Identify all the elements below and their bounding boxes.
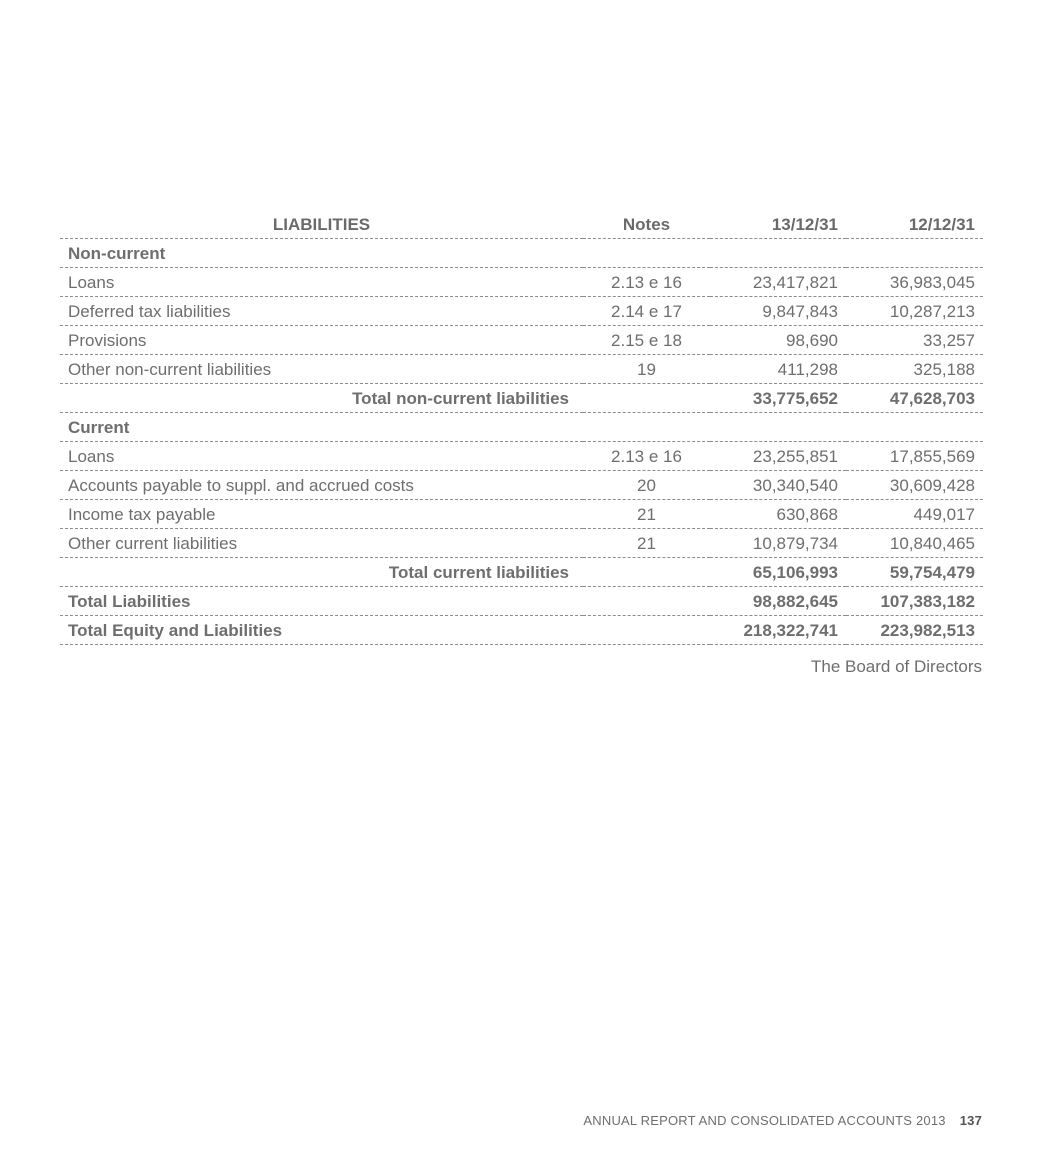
row-notes: 21 (583, 500, 710, 529)
row-label: Income tax payable (60, 500, 583, 529)
row-value-2012: 17,855,569 (846, 442, 983, 471)
header-2012: 12/12/31 (846, 210, 983, 239)
section-current (60, 413, 983, 442)
total-liabilities-row (60, 587, 983, 616)
table-row (60, 268, 983, 297)
page-footer (583, 1113, 982, 1128)
row-value-2013: 65,106,993 (710, 558, 846, 587)
row-value-2013 (710, 413, 846, 442)
table-row (60, 326, 983, 355)
subtotal-current (60, 558, 983, 587)
row-label: Total Liabilities (60, 587, 583, 616)
row-label: Other non-current liabilities (60, 355, 583, 384)
row-value-2013: 10,879,734 (710, 529, 846, 558)
row-notes (583, 239, 710, 268)
row-notes: 2.13 e 16 (583, 268, 710, 297)
row-value-2013 (710, 239, 846, 268)
row-value-2013: 411,298 (710, 355, 846, 384)
row-notes: 2.13 e 16 (583, 442, 710, 471)
row-label: Total current liabilities (60, 558, 583, 587)
row-notes (583, 558, 710, 587)
row-value-2012: 36,983,045 (846, 268, 983, 297)
table-row (60, 297, 983, 326)
header-2013: 13/12/31 (710, 210, 846, 239)
row-label: Other current liabilities (60, 529, 583, 558)
table-row (60, 442, 983, 471)
board-signature: The Board of Directors (810, 657, 982, 676)
table-row (60, 529, 983, 558)
footer-title: ANNUAL REPORT AND CONSOLIDATED ACCOUNTS 2013 (583, 1113, 946, 1128)
row-value-2012 (846, 413, 983, 442)
row-label: Current (60, 413, 583, 442)
row-label: Provisions (60, 326, 583, 355)
row-value-2012: 325,188 (846, 355, 983, 384)
row-notes (583, 616, 710, 645)
row-value-2013: 23,255,851 (710, 442, 846, 471)
table-header-row (60, 210, 983, 239)
row-value-2013: 33,775,652 (710, 384, 846, 413)
row-label: Accounts payable to suppl. and accrued costs (60, 471, 583, 500)
table-row (60, 500, 983, 529)
row-label: Loans (60, 442, 583, 471)
page-number: 137 (959, 1113, 982, 1128)
header-liabilities: LIABILITIES (60, 210, 583, 239)
row-notes (583, 413, 710, 442)
row-value-2013: 98,882,645 (710, 587, 846, 616)
row-value-2013: 23,417,821 (710, 268, 846, 297)
row-label: Total non-current liabilities (60, 384, 583, 413)
row-value-2012: 59,754,479 (846, 558, 983, 587)
subtotal-non-current (60, 384, 983, 413)
row-value-2012: 223,982,513 (846, 616, 983, 645)
row-value-2012: 33,257 (846, 326, 983, 355)
row-notes (583, 384, 710, 413)
row-label: Loans (60, 268, 583, 297)
row-value-2012: 449,017 (846, 500, 983, 529)
row-value-2012: 47,628,703 (846, 384, 983, 413)
row-value-2012: 30,609,428 (846, 471, 983, 500)
section-non-current (60, 239, 983, 268)
table-row (60, 471, 983, 500)
row-notes (583, 587, 710, 616)
header-notes: Notes (583, 210, 710, 239)
row-value-2013: 98,690 (710, 326, 846, 355)
row-value-2012: 10,287,213 (846, 297, 983, 326)
row-label: Deferred tax liabilities (60, 297, 583, 326)
row-notes: 19 (583, 355, 710, 384)
row-notes: 2.15 e 18 (583, 326, 710, 355)
row-notes: 2.14 e 17 (583, 297, 710, 326)
row-value-2012: 10,840,465 (846, 529, 983, 558)
row-notes: 20 (583, 471, 710, 500)
row-value-2012 (846, 239, 983, 268)
row-value-2013: 218,322,741 (710, 616, 846, 645)
row-value-2013: 630,868 (710, 500, 846, 529)
row-value-2013: 30,340,540 (710, 471, 846, 500)
row-label: Non-current (60, 239, 583, 268)
table-row (60, 355, 983, 384)
row-value-2013: 9,847,843 (710, 297, 846, 326)
row-notes: 21 (583, 529, 710, 558)
liabilities-table (60, 210, 983, 645)
row-label: Total Equity and Liabilities (60, 616, 583, 645)
row-value-2012: 107,383,182 (846, 587, 983, 616)
total-equity-liabilities-row (60, 616, 983, 645)
